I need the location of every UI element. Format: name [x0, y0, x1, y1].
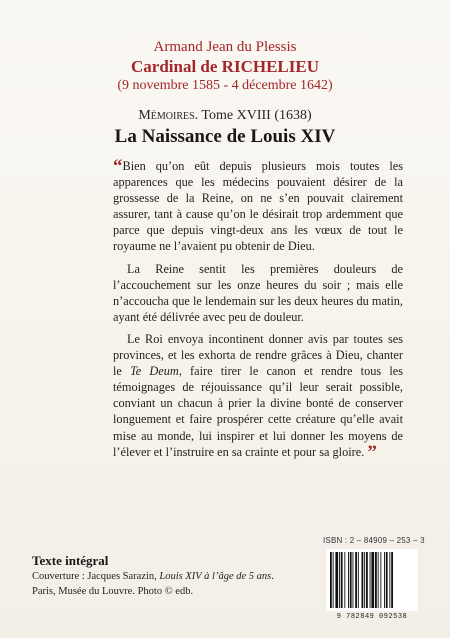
author-name: Armand Jean du Plessis: [153, 39, 297, 55]
paragraph-3-text-a: Le Roi envoya incontinent donner avis par toutes ses provinces, et les exhorta de rendre grâces à Dieu, chanter le: [113, 331, 403, 379]
excerpt-paragraph-3: [113, 331, 403, 463]
excerpt-quote: [113, 158, 403, 466]
series-volume: Tome XVIII (1638): [198, 108, 312, 123]
barcode-icon: [326, 549, 418, 611]
isbn: ISBN : 2 – 84909 – 253 – 3: [323, 536, 425, 545]
book-title: La Naissance de Louis XIV: [114, 126, 336, 147]
excerpt-paragraph-1: [113, 158, 403, 255]
credits-text-a: Couverture : Jacques Sarazin,: [32, 571, 160, 582]
paragraph-3-text-b: , faire tirer le canon et rendre tous les témoignages de réjouissance qu’il leur serait possible, conviant un chacun à prier la divine bonté de conserver longuement et faire prospérer cette créature qu’elle avait mise au monde, lui inspirer et lui donner les moyens de l’élever et l’instruire en sa crainte et pour sa gloire.: [113, 364, 403, 459]
full-text-label: Texte intégral: [32, 553, 109, 568]
open-quote-mark: “: [113, 156, 123, 177]
series-line: [0, 107, 450, 125]
drop-letter: B: [122, 159, 131, 173]
barcode-number: 9 782849 092538: [336, 613, 408, 621]
life-dates: (9 novembre 1585 - 4 décembre 1642): [117, 78, 333, 93]
credits-text-b: . Paris, Musée du Louvre. Photo © edb.: [32, 571, 274, 597]
paragraph-1-text: ien qu’on eût depuis plusieurs mois toutes les apparences que les médecins pouvaient désirer de la grossesse de la Reine, on ne s’en pouvait clairement assurer, tant à cause qu’on le désirait trop ardemment que parce que depuis vingt-deux ans les vœux de tout le royaume ne l’avaient pu obtenir de Dieu.: [113, 159, 403, 254]
excerpt-paragraph-2: La Reine sentit les premières douleurs de l’accouchement sur les onze heures du soir ; mais elle n’accoucha que le lendemain sur les deux heures du matin, ayant été délivrée avec peu de douleur.: [113, 261, 403, 324]
te-deum: Te Deum: [130, 364, 179, 379]
cardinal-title: Cardinal de RICHELIEU: [131, 57, 319, 76]
cover-credits: [32, 570, 292, 599]
credits-artwork: Louis XIV à l’âge de 5 ans: [159, 571, 272, 582]
close-quote-mark: ”: [367, 441, 377, 463]
series-label: Mémoires.: [138, 108, 199, 123]
